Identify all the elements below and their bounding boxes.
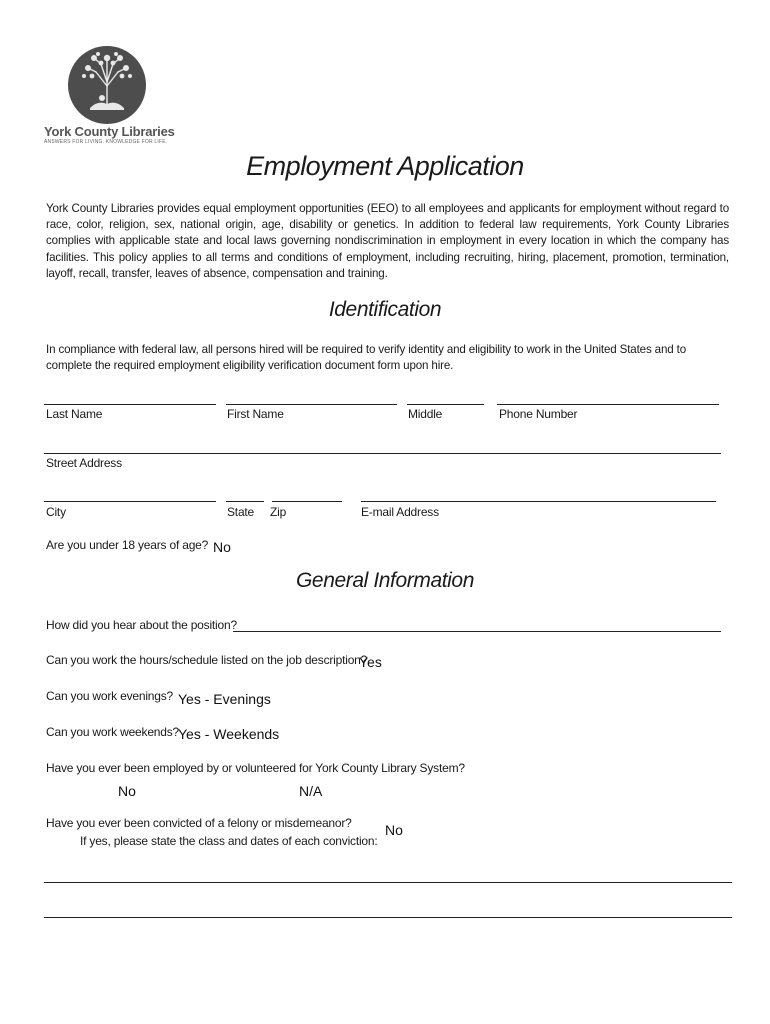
- logo-name: York County Libraries: [44, 124, 175, 139]
- state-field[interactable]: [226, 501, 264, 502]
- first-name-label: First Name: [227, 407, 284, 421]
- page-title: Employment Application: [246, 151, 524, 181]
- evenings-answer[interactable]: Yes - Evenings: [178, 691, 271, 707]
- convicted-answer[interactable]: No: [385, 822, 403, 838]
- weekends-question: Can you work weekends?: [46, 725, 180, 739]
- convicted-question: Have you ever been convicted of a felony or misdemeanor?: [46, 816, 352, 830]
- conviction-details-line-1[interactable]: [44, 882, 732, 883]
- weekends-answer[interactable]: Yes - Weekends: [178, 726, 280, 742]
- evenings-question: Can you work evenings?: [46, 689, 174, 703]
- email-address-field[interactable]: [361, 501, 716, 502]
- identification-notice: In compliance with federal law, all persons hired will be required to verify identity and eligibility to work in the United States and to complete the required employment eligibility verification document form upon hire.: [46, 343, 686, 373]
- employed-answer[interactable]: No: [118, 783, 136, 799]
- city-label: City: [46, 505, 66, 519]
- phone-number-field[interactable]: [497, 404, 719, 405]
- zip-label: Zip: [270, 505, 287, 519]
- phone-number-label: Phone Number: [499, 407, 578, 421]
- middle-name-field[interactable]: [407, 404, 484, 405]
- under-18-question: Are you under 18 years of age?: [46, 538, 209, 552]
- middle-label: Middle: [408, 407, 443, 421]
- conviction-details-line-2[interactable]: [44, 917, 732, 918]
- general-information-heading: General Information: [296, 569, 474, 592]
- library-logo: [44, 46, 184, 156]
- last-name-field[interactable]: [44, 404, 216, 405]
- schedule-answer[interactable]: Yes: [359, 654, 382, 670]
- zip-field[interactable]: [272, 501, 342, 502]
- last-name-label: Last Name: [46, 407, 103, 421]
- street-address-label: Street Address: [46, 456, 122, 470]
- convicted-followup: If yes, please state the class and dates of each conviction:: [80, 834, 378, 848]
- logo-tagline: ANSWERS FOR LIVING. KNOWLEDGE FOR LIFE.: [44, 139, 168, 145]
- employed-detail-answer[interactable]: N/A: [299, 783, 323, 799]
- city-field[interactable]: [44, 501, 216, 502]
- eeo-paragraph: York County Libraries provides equal employment opportunities (EEO) to all employees and applicants for employment without regard to race, color, religion, sex, national origin, age, disability or genetics. In addition to federal law requirements, York County Libraries complies with applicable state and local laws governing nondiscrimination in employment in every location in which the company has facilities. This policy applies to all terms and conditions of employment, including recruiting, hiring, placement, promotion, termination, layoff, recall, transfer, leaves of absence, compensation and training.: [46, 202, 729, 280]
- state-label: State: [227, 505, 255, 519]
- employed-question: Have you ever been employed by or volunteered for York County Library System?: [46, 761, 465, 775]
- email-address-label: E-mail Address: [361, 505, 439, 519]
- schedule-question: Can you work the hours/schedule listed on the job description?: [46, 653, 368, 667]
- hear-about-field[interactable]: [233, 631, 721, 632]
- hear-about-question: How did you hear about the position?: [46, 618, 237, 632]
- tree-reader-icon: [68, 46, 146, 124]
- under-18-answer[interactable]: No: [213, 539, 231, 555]
- first-name-field[interactable]: [226, 404, 397, 405]
- street-address-field[interactable]: [44, 453, 721, 454]
- identification-heading: Identification: [328, 298, 442, 321]
